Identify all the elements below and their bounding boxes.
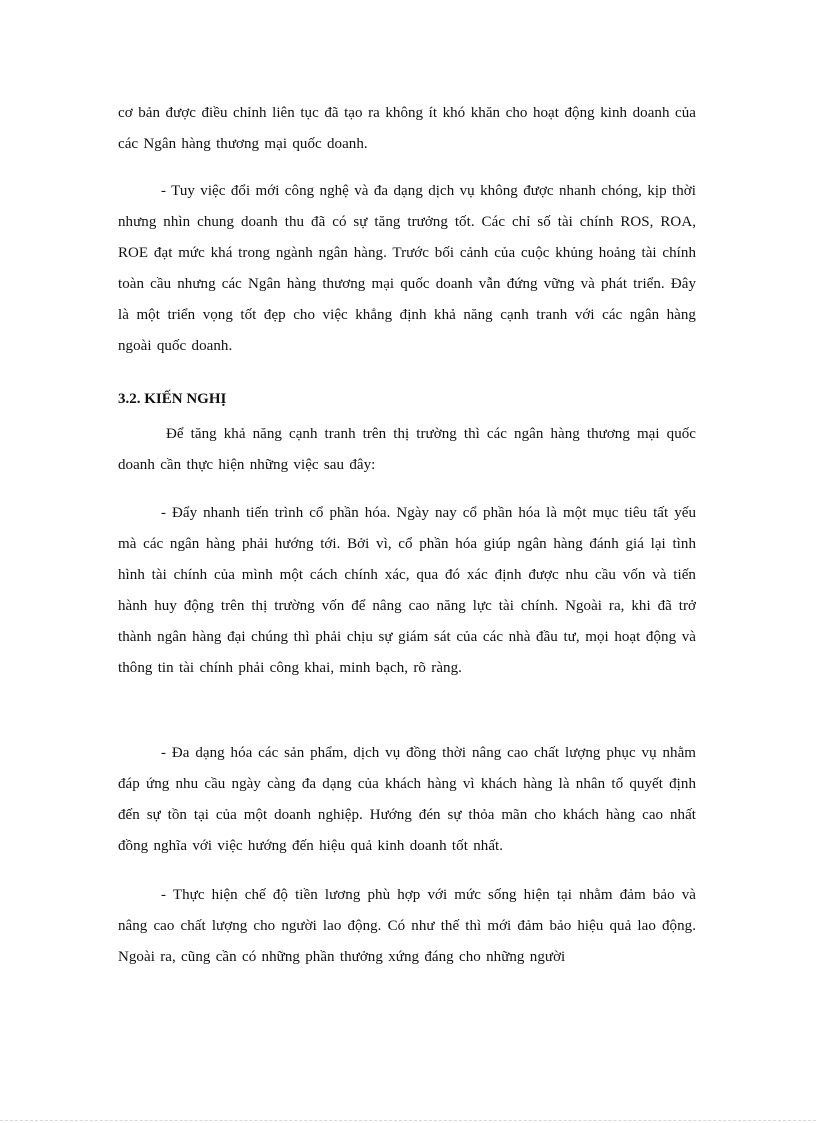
recommendation-equitization: - Đẩy nhanh tiến trình cổ phần hóa. Ngày nay cổ phần hóa là một mục tiêu tất yếu mà các ngân hàng phải hướng tới. Bởi vì, cổ phần hóa giúp ngân hàng đánh giá lại tình hình tài chính của mình một cách chính xác, qua đó xác định được nhu cầu vốn và tiến hành huy động trên thị trường vốn để nâng cao năng lực tài chính. Ngoài ra, khi đã trở thành ngân hàng đại chúng thì phải chịu sự giám sát của các nhà đầu tư, mọi hoạt động và thông tin tài chính phải công khai, minh bạch, rõ ràng. (118, 505, 696, 676)
section-heading: 3.2. KIẾN NGHỊ (118, 391, 227, 407)
paragraph-continuation: cơ bản được điều chỉnh liên tục đã tạo ra không ít khó khăn cho hoạt động kinh doanh của các Ngân hàng thương mại quốc doanh. (118, 105, 696, 152)
paragraph-technology-growth: - Tuy việc đổi mới công nghệ và đa dạng dịch vụ không được nhanh chóng, kịp thời nhưng nhìn chung doanh thu đã có sự tăng trưởng tốt. Các chỉ số tài chính ROS, ROA, ROE đạt mức khá trong ngành ngân hàng. Trước bối cảnh của cuộc khủng hoảng tài chính toàn cầu nhưng các Ngân hàng thương mại quốc doanh vẫn đứng vững và phát triển. Đây là một triển vọng tốt đẹp cho việc khẳng định khả năng cạnh tranh với các ngân hàng ngoài quốc doanh. (118, 183, 696, 354)
page-bottom-divider (0, 1120, 816, 1121)
recommendation-salary: - Thực hiện chế độ tiền lương phù hợp với mức sống hiện tại nhằm đảm bảo và nâng cao chất lượng cho người lao động. Có như thế thì mới đảm bảo hiệu quả lao động. Ngoài ra, cũng cần có những phần thưởng xứng đáng cho những người (118, 887, 696, 965)
recommendation-diversification: - Đa dạng hóa các sản phẩm, dịch vụ đồng thời nâng cao chất lượng phục vụ nhằm đáp ứng nhu cầu ngày càng đa dạng của khách hàng vì khách hàng là nhân tố quyết định đến sự tồn tại của một doanh nghiệp. Hướng đén sự thỏa mãn cho khách hàng cao nhất đồng nghĩa với việc hướng đến hiệu quả kinh doanh tốt nhất. (118, 745, 696, 854)
paragraph-intro: Để tăng khả năng cạnh tranh trên thị trường thì các ngân hàng thương mại quốc doanh cần thực hiện những việc sau đây: (118, 426, 696, 473)
